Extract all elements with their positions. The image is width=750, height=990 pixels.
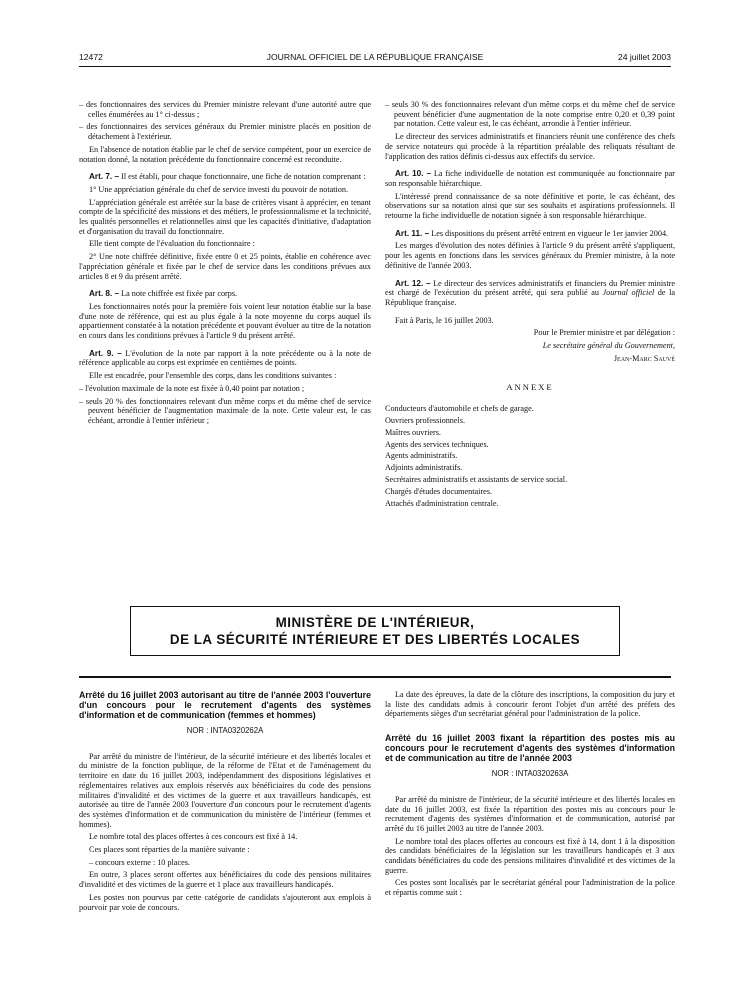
section-rule	[79, 676, 671, 678]
annexe-item: Maîtres ouvriers.	[385, 427, 441, 437]
column-right-top	[385, 100, 675, 509]
article-text: La fiche individuelle de notation est communiquée au fonctionnaire par son responsable hiérarchique.	[385, 169, 675, 188]
paragraph: L'appréciation générale est arrêtée sur la base de critères visant à apprécier, en tenant compte de la spécificité des missions et des métiers, le professionnalisme et la technicité, les qualités personnelles et relationnelles ainsi que les capacités d'initiative, d'adaptation et d'organisation du travail du fonctionnaire.	[79, 197, 371, 236]
paragraph: Par arrêté du ministre de l'intérieur, de la sécurité intérieure et des libertés locales en date du 16 juillet 2003, est fixée la répartition des postes mis au concours pour le recrutement d'agents des systèmes d'information et de communication, autorisé par arrêté du 16 juillet 2003 au titre de l'année 2003.	[385, 794, 675, 833]
paragraph: Les postes non pourvus par cette catégorie de candidats s'ajouteront aux emplois à pourvoir par voie de concours.	[79, 892, 371, 912]
paragraph: Par arrêté du ministre de l'intérieur, de la sécurité intérieure et des libertés locales et du ministre de la fonction publique, de la réforme de l'Etat et de l'aménagement du territoire en date du 16 juillet 2003, indépendamment des dispositions législatives et réglementaires relatives aux emplois réservés aux bénéficiaires du code des pensions militaires d'invalidité et des victimes de la guerre et aux travailleurs handicapés, est autorisée au titre de l'année 2003 l'ouverture d'un concours pour le recrutement d'agents des systèmes d'information et de communication du ministère de l'intérieur (femmes et hommes).	[79, 751, 371, 829]
column-left-top	[79, 100, 371, 429]
journal-reference: Journal officiel	[602, 288, 655, 298]
article-label: Art. 10. –	[395, 169, 432, 179]
article-text: Les dispositions du présent arrêté entrent en vigueur le 1er janvier 2004.	[429, 228, 669, 238]
annexe-item: Adjoints administratifs.	[385, 463, 463, 473]
article-label: Art. 11. –	[395, 228, 430, 238]
page-header	[79, 52, 671, 66]
header-rule	[79, 66, 671, 67]
paragraph: Les marges d'évolution des notes définies à l'article 9 du présent arrêté s'appliquent, pour les agents en fonctions dans les services généraux du Premier ministre, à la note définitive de l'année 2003.	[385, 241, 675, 270]
decree-title: Arrêté du 16 juillet 2003 autorisant au titre de l'année 2003 l'ouverture d'un concours pour le recrutement d'agents des systèmes d'information et de communication (femmes et hommes)	[79, 690, 371, 720]
paragraph: – des fonctionnaires des services du Premier ministre relevant d'une autorité autre que celles énumérées au 1° ci-dessus ;	[79, 100, 371, 119]
paragraph: Le nombre total des places offertes au concours est fixé à 14, dont 1 à la disposition des candidats bénéficiaires de la législation sur les travailleurs handicapés et 3 aux candidats bénéficiaires du code des pensions militaires d'invalidité et des victimes de la guerre.	[385, 836, 675, 875]
annexe-list	[385, 403, 675, 509]
paragraph: 1° Une appréciation générale du chef de service investi du pouvoir de notation.	[89, 184, 349, 194]
paragraph: En outre, 3 places seront offertes aux bénéficiaires du code des pensions militaires d'invalidité et des victimes de la guerre et 1 place aux travailleurs handicapés.	[79, 870, 371, 890]
page-number: 12472	[79, 52, 103, 62]
ministry-line-2: DE LA SÉCURITÉ INTÉRIEURE ET DES LIBERTÉS LOCALES	[169, 632, 581, 647]
column-right-bottom	[385, 690, 675, 901]
signatory-role: Le secrétaire général du Gouvernement,	[542, 341, 675, 351]
article-text: La note chiffrée est fixée par corps.	[119, 289, 238, 299]
article-11	[385, 229, 675, 239]
article-12	[385, 279, 675, 308]
paragraph: Ces places sont réparties de la manière suivante :	[89, 845, 250, 855]
article-10	[385, 169, 675, 188]
paragraph: – concours externe : 10 places.	[89, 857, 190, 867]
nor-reference: NOR : INTA0320262A	[186, 726, 264, 735]
journal-title: JOURNAL OFFICIEL DE LA RÉPUBLIQUE FRANÇAISE	[266, 52, 484, 62]
article-label: Art. 9. –	[89, 348, 122, 358]
article-7	[79, 172, 371, 182]
annexe-item: Conducteurs d'automobile et chefs de garage.	[385, 404, 534, 414]
paragraph: Les fonctionnaires notés pour la première fois voient leur notation établie sur la base d'une note de référence, qui est au plus égale à la note moyenne du corps auquel ils appartiennent constatée à la notation précédente et pouvant évoluer au titre de la notation en cours dans les conditions prévues à l'article 9 du présent arrêté.	[79, 301, 371, 341]
paragraph: Le directeur des services administratifs et financiers réunit une conférence des chefs de service notateurs qui procède à la répartition préalable des reliquats résultant de l'application des ratios définis ci-dessus aux effectifs du service.	[385, 132, 675, 161]
article-label: Art. 8. –	[89, 289, 120, 299]
ministry-heading-box	[130, 606, 620, 656]
paragraph: 2° Une note chiffrée définitive, fixée entre 0 et 25 points, établie en cohérence avec l'appréciation générale et fixée par le chef de service dans les conditions prévues aux articles 8 et 9 du présent arrêté.	[79, 252, 371, 281]
article-8	[79, 289, 371, 299]
nor-reference: NOR : INTA0320263A	[491, 769, 569, 779]
article-text: Le directeur des services administratifs et financiers du Premier ministre est chargé de l'exécution du présent arrêté, qui sera publié au	[385, 278, 675, 298]
article-label: Art. 7. –	[89, 172, 120, 182]
paragraph: – des fonctionnaires des services généraux du Premier ministre placés en position de détachement à l'extérieur.	[79, 122, 371, 142]
signature-place-date: Fait à Paris, le 16 juillet 2003.	[395, 315, 494, 325]
paragraph: Le nombre total des places offertes à ces concours est fixé à 14.	[89, 832, 298, 842]
annexe-item: Agents des services techniques.	[385, 439, 489, 449]
article-text: Il est établi, pour chaque fonctionnaire, une fiche de notation comprenant :	[119, 172, 366, 182]
paragraph: En l'absence de notation établie par le chef de service compétent, pour un exercice de notation donné, la notation précédente du fonctionnaire concerné est reconduite.	[79, 144, 371, 164]
paragraph: Elle tient compte de l'évaluation du fonctionnaire :	[89, 239, 255, 249]
ministry-line-1: MINISTÈRE DE L'INTÉRIEUR,	[275, 615, 475, 630]
annexe-item: Attachés d'administration centrale.	[385, 498, 499, 508]
annexe-item: Chargés d'études documentaires.	[385, 486, 493, 496]
paragraph: – l'évolution maximale de la note est fixée à 0,40 point par notation ;	[79, 383, 305, 393]
signature-title	[385, 341, 675, 351]
annexe-item: Ouvriers professionnels.	[385, 415, 466, 425]
paragraph: La date des épreuves, la date de la clôture des inscriptions, la composition du jury et la liste des candidats admis à concourir feront l'objet d'un arrêté des préfets des départements sièges d'un secrétariat général pour l'administration de la police.	[385, 690, 675, 719]
article-label: Art. 12. –	[395, 278, 431, 288]
paragraph: L'intéressé prend connaissance de sa note définitive et porte, le cas échéant, des observations sur sa notation ainsi que sur ses souhaits et aspirations professionnels. Il retourne la fiche individuelle de notation signée à son responsable hiérarchique.	[385, 191, 675, 221]
article-text: de la République française.	[385, 288, 675, 307]
article-9	[79, 349, 371, 368]
annexe-item: Agents administratifs.	[385, 451, 458, 461]
paragraph: – seuls 30 % des fonctionnaires relevant d'un même corps et du même chef de service peuvent bénéficier d'une augmentation de la note comprise entre 0,20 et 0,39 point par notation. Cette valeur est, le cas échéant, arrondie à l'entier inférieur.	[385, 100, 675, 129]
article-text: L'évolution de la note par rapport à la note précédente ou à la note de référence applicable au corps est exprimée en centièmes de points.	[79, 348, 371, 368]
annexe-title: ANNEXE	[506, 382, 554, 393]
paragraph: Ces postes sont localisés par le secrétariat général pour l'administration de la police et répartis comme suit :	[385, 878, 675, 898]
annexe-item: Secrétaires administratifs et assistants de service social.	[385, 474, 568, 484]
signature-line: Pour le Premier ministre et par délégation :	[533, 328, 675, 338]
signatory-name: Jean-Marc Sauvé	[613, 353, 675, 363]
paragraph: Elle est encadrée, pour l'ensemble des corps, dans les conditions suivantes :	[89, 371, 337, 381]
paragraph: – seuls 20 % des fonctionnaires relevant d'un même corps et du même chef de service peuvent bénéficier de l'augmentation maximale de la note. Cette valeur est, le cas échéant, arrondie à l'entier inférieur ;	[79, 396, 371, 425]
decree-title: Arrêté du 16 juillet 2003 fixant la répartition des postes mis au concours pour le recrutement d'agents des systèmes d'information et de communication au titre de l'année 2003	[385, 733, 675, 764]
column-left-bottom	[79, 690, 371, 915]
issue-date: 24 juillet 2003	[617, 52, 671, 62]
